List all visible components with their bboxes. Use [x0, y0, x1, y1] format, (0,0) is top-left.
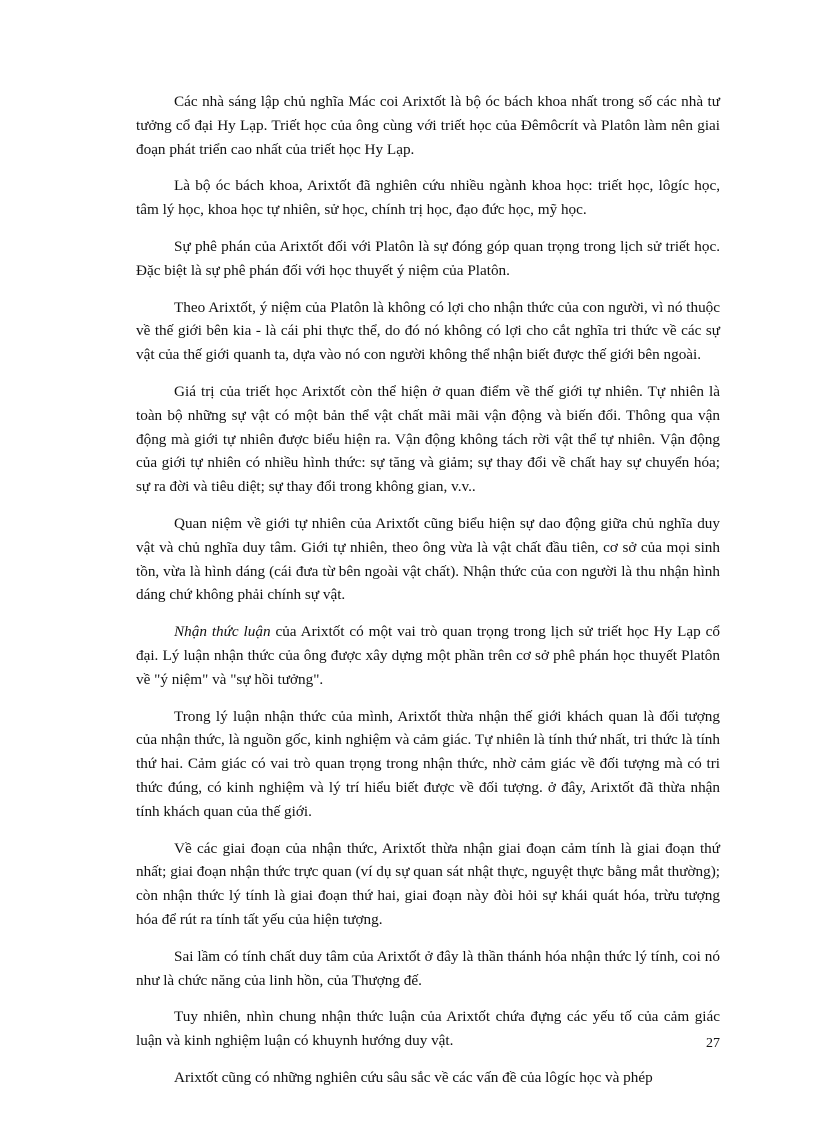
paragraph-11: Tuy nhiên, nhìn chung nhận thức luận của Arixtốt chứa đựng các yếu tố của cảm giác luận và kinh nghiệm luận có khuynh hướng duy vật. [136, 1008, 720, 1050]
page-body [136, 90, 720, 1103]
paragraph-12: Arixtốt cũng có những nghiên cứu sâu sắc về các vấn đề của lôgíc học và phép [174, 1068, 653, 1086]
paragraph-8: Trong lý luận nhận thức của mình, Arixtốt thừa nhận thế giới khách quan là đối tượng của nhận thức, là nguồn gốc, kinh nghiệm và cảm giác. Tự nhiên là tính thứ nhất, tri thức là tính thứ hai. Cảm giác có vai trò quan trọng trong nhận thức, nhờ cảm giác về đối tượng mà có tri thức đúng, có kinh nghiệm và lý trí hiểu biết được về đối tượng. ở đây, Arixtốt đã thừa nhận tính khách quan của thế giới. [136, 707, 720, 820]
paragraph-7-text: của Arixtốt có một vai trò quan trọng trong lịch sử triết học Hy Lạp cổ đại. Lý luận nhận thức của ông được xây dựng một phần trên cơ sở phê phán học thuyết Platôn về "ý niệm" và "sự hồi tưởng". [136, 623, 720, 688]
paragraph-5: Giá trị của triết học Arixtốt còn thể hiện ở quan điểm về thế giới tự nhiên. Tự nhiên là toàn bộ những sự vật có một bản thể vật chất mãi mãi vận động và biến đổi. Thông qua vận động mà giới tự nhiên được biểu hiện ra. Vận động không tách rời vật thể tự nhiên. Vận động của giới tự nhiên có nhiều hình thức: sự tăng và giảm; sự thay đổi về chất hay sự chuyển hóa; sự ra đời và tiêu diệt; sự thay đổi trong không gian, v.v.. [136, 382, 720, 496]
paragraph-4: Theo Arixtốt, ý niệm của Platôn là không có lợi cho nhận thức của con người, vì nó thuộc về thế giới bên kia - là cái phi thực thể, do đó nó không có lợi cho cắt nghĩa tri thức về các sự vật của thế giới quanh ta, dựa vào nó con người không thể nhận biết được thế giới bên ngoài. [136, 298, 720, 364]
paragraph-7 [136, 620, 720, 691]
page-number: 27 [706, 1036, 720, 1051]
paragraph-1: Các nhà sáng lập chủ nghĩa Mác coi Arixtốt là bộ óc bách khoa nhất trong số các nhà tư tưởng cổ đại Hy Lạp. Triết học của ông cùng với triết học của Đêmôcrít và Platôn làm nên giai đoạn phát triển cao nhất của triết học Hy Lạp. [136, 93, 720, 158]
italic-term: Nhận thức luận [174, 623, 271, 641]
paragraph-3: Sự phê phán của Arixtốt đối với Platôn là sự đóng góp quan trọng trong lịch sử triết học. Đặc biệt là sự phê phán đối với học thuyết ý niệm của Platôn. [136, 237, 720, 279]
paragraph-10: Sai lầm có tính chất duy tâm của Arixtốt ở đây là thần thánh hóa nhận thức lý tính, coi nó như là chức năng của linh hồn, của Thượng đế. [136, 947, 720, 989]
paragraph-6: Quan niệm về giới tự nhiên của Arixtốt cũng biểu hiện sự dao động giữa chủ nghĩa duy vật và chủ nghĩa duy tâm. Giới tự nhiên, theo ông vừa là vật chất đầu tiên, cơ sở của mọi sinh tồn, vừa là hình dáng (cái đưa từ bên ngoài vật chất). Nhận thức của con người là thu nhận hình dáng chứ không phải chính sự vật. [136, 514, 720, 604]
paragraph-2: Là bộ óc bách khoa, Arixtốt đã nghiên cứu nhiều ngành khoa học: triết học, lôgíc học, tâm lý học, khoa học tự nhiên, sử học, chính trị học, đạo đức học, mỹ học. [136, 177, 720, 219]
paragraph-9: Về các giai đoạn của nhận thức, Arixtốt thừa nhận giai đoạn cảm tính là giai đoạn thứ nhất; giai đoạn nhận thức trực quan (ví dụ sự quan sát nhật thực, nguyệt thực bằng mắt thường); còn nhận thức lý tính là giai đoạn thứ hai, giai đoạn này đòi hỏi sự khái quát hóa, trừu tượng hóa để rút ra tính tất yếu của hiện tượng. [136, 839, 720, 928]
